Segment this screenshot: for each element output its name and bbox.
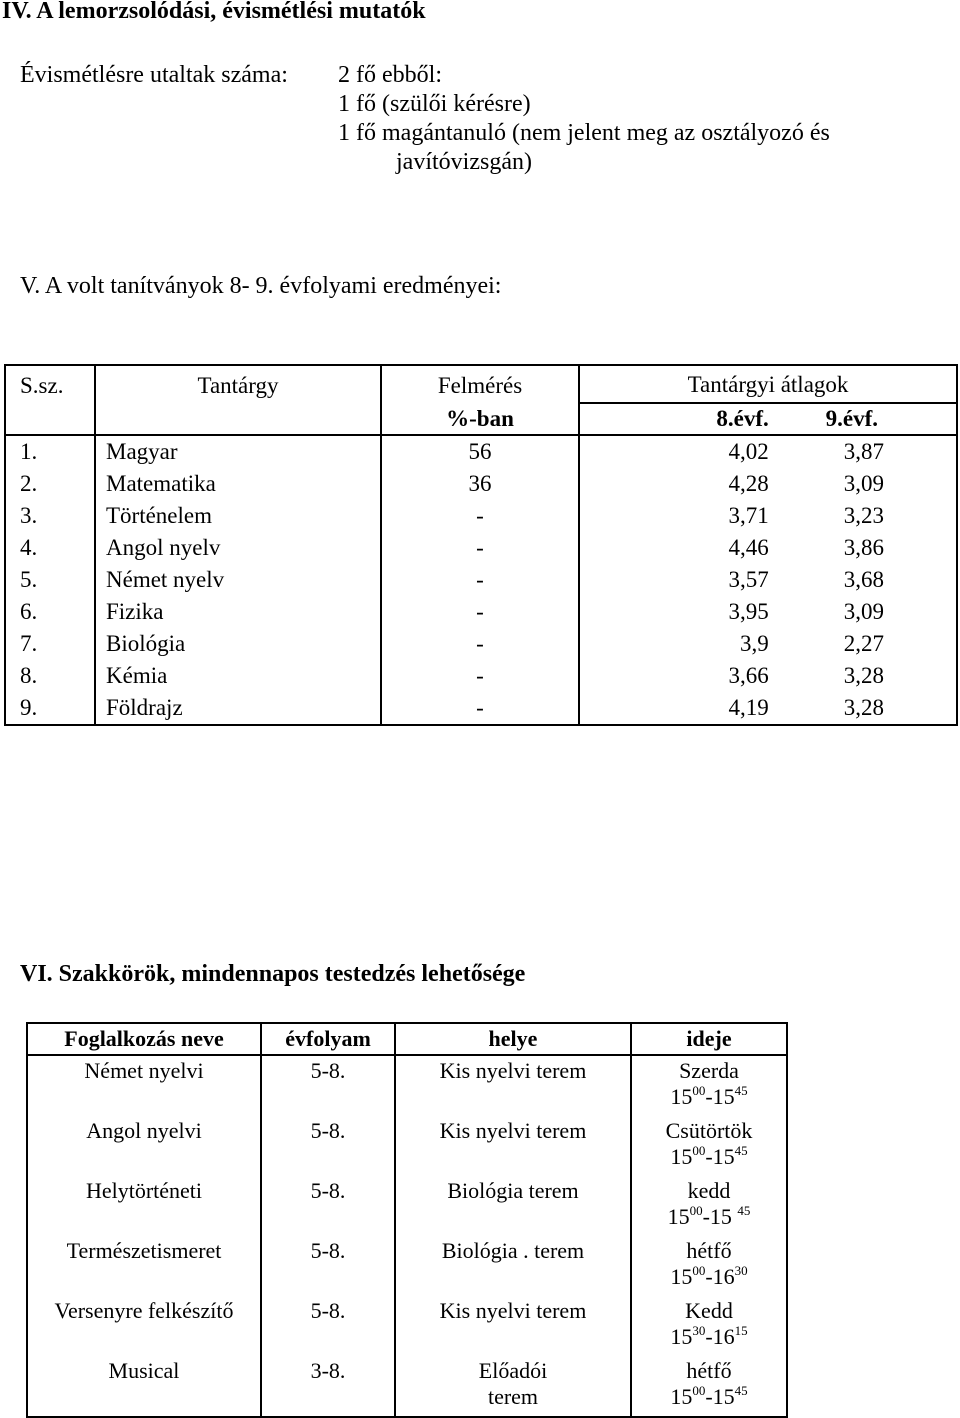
club-grade: 3-8. <box>261 1356 395 1417</box>
row-averages <box>579 660 957 692</box>
club-place-line-1: Biológia . terem <box>441 1238 585 1263</box>
club-start-hour: 15 <box>670 1384 693 1409</box>
results-header-row-2 <box>5 403 957 435</box>
header-club-name: Foglalkozás neve <box>27 1023 261 1055</box>
club-name: Musical <box>27 1356 261 1417</box>
row-grade8: 4,02 <box>728 439 769 464</box>
row-averages <box>579 596 957 628</box>
club-start-hour: 15 <box>670 1324 693 1349</box>
row-number: 6. <box>5 596 95 628</box>
club-place <box>395 1055 631 1116</box>
club-grade: 5-8. <box>261 1176 395 1236</box>
row-grade9: 2,27 <box>843 631 884 656</box>
section-4-title: IV. A lemorzsolódási, évismétlési mutatók <box>2 0 426 24</box>
row-subject: Matematika <box>95 468 381 500</box>
club-day: kedd <box>687 1178 731 1203</box>
results-table <box>4 364 958 726</box>
club-time <box>631 1176 787 1236</box>
club-time-separator: - <box>705 1084 713 1109</box>
clubs-table <box>26 1022 788 1418</box>
row-averages <box>579 468 957 500</box>
club-end-minute: 45 <box>734 1383 748 1398</box>
row-averages <box>579 435 957 468</box>
club-start-hour: 15 <box>670 1144 693 1169</box>
club-end-hour: 15 <box>712 1384 735 1409</box>
row-survey: - <box>381 596 579 628</box>
club-start-minute: 00 <box>689 1203 703 1218</box>
row-subject: Német nyelv <box>95 564 381 596</box>
club-place <box>395 1296 631 1356</box>
row-number: 4. <box>5 532 95 564</box>
club-end-minute: 45 <box>734 1083 748 1098</box>
row-survey: 56 <box>381 435 579 468</box>
row-number: 8. <box>5 660 95 692</box>
club-place-line-1: Kis nyelvi terem <box>439 1058 587 1083</box>
results-row <box>5 660 957 692</box>
club-end-hour: 16 <box>712 1324 735 1349</box>
club-hours <box>632 1204 786 1230</box>
header-club-place: helye <box>395 1023 631 1055</box>
row-subject: Biológia <box>95 628 381 660</box>
clubs-header-row <box>27 1023 787 1055</box>
row-number: 2. <box>5 468 95 500</box>
header-num: S.sz. <box>5 365 95 403</box>
row-grade9: 3,09 <box>843 599 884 624</box>
club-end-minute: 15 <box>734 1323 748 1338</box>
header-subject: Tantárgy <box>95 365 381 403</box>
row-number: 1. <box>5 435 95 468</box>
header-survey-2: %-ban <box>381 403 579 435</box>
row-grade8: 3,71 <box>728 503 769 528</box>
club-place-line-1: Kis nyelvi terem <box>439 1118 587 1143</box>
header-club-time: ideje <box>631 1023 787 1055</box>
club-day: hétfő <box>686 1238 732 1263</box>
row-grade8: 4,28 <box>728 471 769 496</box>
club-end-minute: 30 <box>734 1263 748 1278</box>
repeat-line-4: javítóvizsgán) <box>396 149 532 175</box>
club-start-minute: 00 <box>692 1383 706 1398</box>
club-start-minute: 30 <box>692 1323 706 1338</box>
results-row <box>5 564 957 596</box>
row-number: 3. <box>5 500 95 532</box>
club-place <box>395 1356 631 1417</box>
club-time-separator: - <box>705 1264 713 1289</box>
row-averages <box>579 500 957 532</box>
row-grade8: 3,66 <box>728 663 769 688</box>
club-grade: 5-8. <box>261 1116 395 1176</box>
club-place <box>395 1116 631 1176</box>
row-grade9: 3,28 <box>843 695 884 720</box>
club-day: Csütörtök <box>665 1118 753 1143</box>
club-row <box>27 1055 787 1116</box>
row-grade9: 3,23 <box>843 503 884 528</box>
row-number: 9. <box>5 692 95 725</box>
club-name: Természetismeret <box>27 1236 261 1296</box>
row-averages <box>579 564 957 596</box>
row-number: 5. <box>5 564 95 596</box>
results-row <box>5 596 957 628</box>
row-survey: - <box>381 628 579 660</box>
club-end-hour: 15 <box>712 1084 735 1109</box>
club-time-separator: - <box>705 1144 713 1169</box>
row-subject: Történelem <box>95 500 381 532</box>
club-place-line-2: terem <box>487 1384 539 1409</box>
repeat-line-3: 1 fő magántanuló (nem jelent meg az osztályozó és <box>338 120 830 146</box>
row-subject: Magyar <box>95 435 381 468</box>
results-row <box>5 500 957 532</box>
club-row <box>27 1236 787 1296</box>
row-grade8: 4,19 <box>728 695 769 720</box>
row-grade8: 3,9 <box>740 631 769 656</box>
row-grade9: 3,28 <box>843 663 884 688</box>
club-time-separator: - <box>705 1384 713 1409</box>
header-grade9: 9.évf. <box>825 406 878 431</box>
row-survey: - <box>381 532 579 564</box>
club-start-hour: 15 <box>670 1264 693 1289</box>
results-row <box>5 692 957 725</box>
club-time <box>631 1296 787 1356</box>
repeat-line-1: 2 fő ebből: <box>338 62 442 88</box>
row-subject: Angol nyelv <box>95 532 381 564</box>
club-end-hour: 15 <box>712 1144 735 1169</box>
row-survey: - <box>381 564 579 596</box>
results-row <box>5 628 957 660</box>
club-time <box>631 1236 787 1296</box>
row-subject: Kémia <box>95 660 381 692</box>
row-averages <box>579 628 957 660</box>
club-start-hour: 15 <box>667 1204 690 1229</box>
results-header-row-1 <box>5 365 957 403</box>
club-time-separator: - <box>705 1324 713 1349</box>
section-6-title: VI. Szakkörök, mindennapos testedzés lehetősége <box>20 961 526 987</box>
club-place <box>395 1176 631 1236</box>
club-row <box>27 1116 787 1176</box>
club-time-separator: - <box>702 1204 710 1229</box>
club-start-minute: 00 <box>692 1143 706 1158</box>
club-time <box>631 1356 787 1417</box>
results-row <box>5 532 957 564</box>
header-averages: Tantárgyi átlagok <box>579 365 957 403</box>
club-place-line-1: Előadói <box>478 1358 548 1383</box>
header-club-grade: évfolyam <box>261 1023 395 1055</box>
club-hours <box>632 1264 786 1290</box>
club-start-minute: 00 <box>692 1263 706 1278</box>
row-grade9: 3,09 <box>843 471 884 496</box>
club-place <box>395 1236 631 1296</box>
row-survey: - <box>381 660 579 692</box>
club-name: Német nyelvi <box>27 1055 261 1116</box>
club-time <box>631 1116 787 1176</box>
club-end-hour: 15 <box>709 1204 738 1229</box>
club-day: Szerda <box>679 1058 739 1083</box>
results-row <box>5 435 957 468</box>
club-name: Angol nyelvi <box>27 1116 261 1176</box>
header-survey-1: Felmérés <box>381 365 579 403</box>
club-hours <box>632 1384 786 1410</box>
repeat-label: Évismétlésre utaltak száma: <box>20 62 288 88</box>
club-grade: 5-8. <box>261 1296 395 1356</box>
club-start-minute: 00 <box>692 1083 706 1098</box>
club-start-hour: 15 <box>670 1084 693 1109</box>
row-grade8: 3,57 <box>728 567 769 592</box>
club-row <box>27 1176 787 1236</box>
row-survey: - <box>381 500 579 532</box>
row-grade8: 4,46 <box>728 535 769 560</box>
club-hours <box>632 1084 786 1110</box>
club-end-minute: 45 <box>737 1203 751 1218</box>
row-grade9: 3,86 <box>843 535 884 560</box>
repeat-line-2: 1 fő (szülői kérésre) <box>338 91 531 117</box>
club-place-line-1: Kis nyelvi terem <box>439 1298 587 1323</box>
row-survey: - <box>381 692 579 725</box>
club-name: Versenyre felkészítő <box>27 1296 261 1356</box>
row-grade9: 3,87 <box>843 439 884 464</box>
row-subject: Fizika <box>95 596 381 628</box>
club-time <box>631 1055 787 1116</box>
club-grade: 5-8. <box>261 1055 395 1116</box>
header-grade8: 8.évf. <box>716 406 769 431</box>
row-subject: Földrajz <box>95 692 381 725</box>
club-hours <box>632 1144 786 1170</box>
club-row <box>27 1296 787 1356</box>
club-end-hour: 16 <box>712 1264 735 1289</box>
club-row <box>27 1356 787 1417</box>
row-number: 7. <box>5 628 95 660</box>
row-grade8: 3,95 <box>728 599 769 624</box>
row-averages <box>579 532 957 564</box>
club-end-minute: 45 <box>734 1143 748 1158</box>
club-day: Kedd <box>685 1298 733 1323</box>
club-grade: 5-8. <box>261 1236 395 1296</box>
row-averages <box>579 692 957 725</box>
section-5-title: V. A volt tanítványok 8- 9. évfolyami eredményei: <box>20 273 502 299</box>
results-row <box>5 468 957 500</box>
row-survey: 36 <box>381 468 579 500</box>
club-day: hétfő <box>686 1358 732 1383</box>
row-grade9: 3,68 <box>843 567 884 592</box>
club-place-line-1: Biológia terem <box>447 1178 579 1203</box>
club-hours <box>632 1324 786 1350</box>
club-name: Helytörténeti <box>27 1176 261 1236</box>
